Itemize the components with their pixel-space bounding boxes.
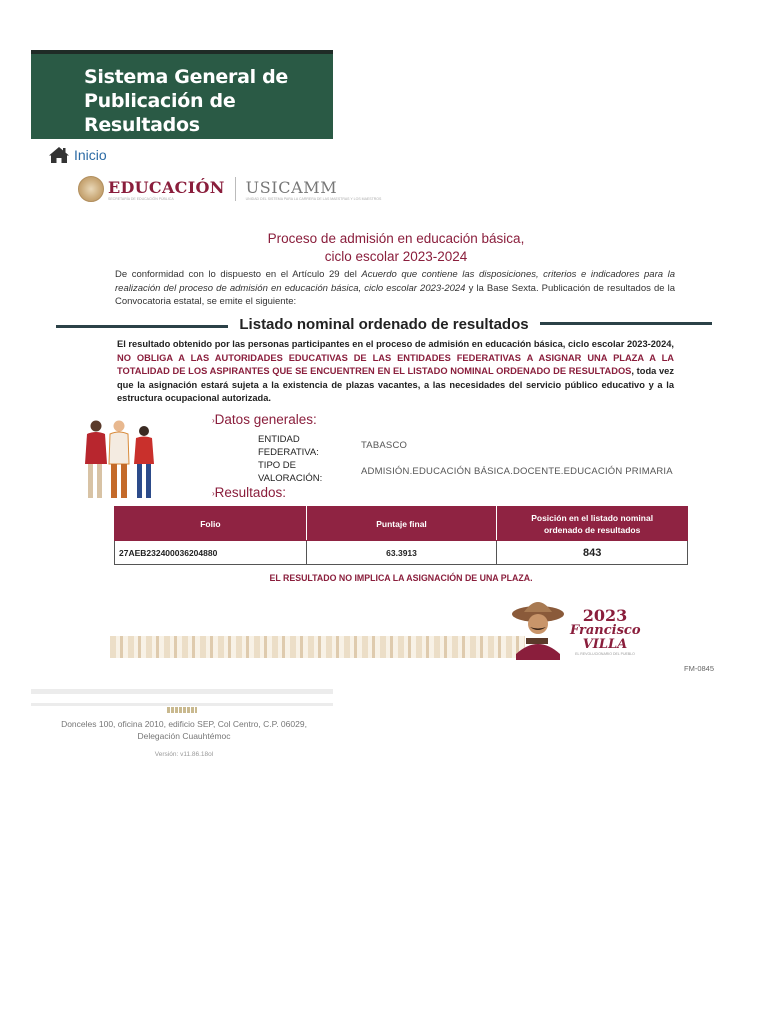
footer-separator [31, 703, 333, 706]
entidad-label: ENTIDAD FEDERATIVA: [258, 434, 319, 458]
resultados-label: Resultados: [214, 485, 286, 500]
no-implica-notice: EL RESULTADO NO IMPLICA LA ASIGNACIÓN DE UNA PLAZA. [269, 573, 533, 583]
seal-icon [78, 176, 104, 202]
villa-name-2: VILLA [582, 637, 628, 652]
logo-usicamm-subtext: UNIDAD DEL SISTEMA PARA LA CARRERA DE LAS MAESTRAS Y LOS MAESTROS [245, 196, 382, 201]
villa-year: 2023 [582, 606, 628, 625]
table-row [115, 541, 688, 565]
home-link[interactable] [48, 146, 107, 164]
tipo-valoracion-label: TIPO DE VALORACIÓN: [258, 460, 323, 484]
people-illustration-icon [82, 418, 160, 502]
intro-text-2: y la Base Sexta. Publicación de resultados de la Convocatoria estatal, se emite el siguiente: [115, 282, 675, 307]
column-header-puntaje: Puntaje final [306, 507, 497, 541]
footer-logo-icon [167, 707, 197, 713]
francisco-villa-logo [570, 608, 640, 656]
entidad-value: TABASCO [361, 440, 408, 451]
datos-generales-label: Datos generales: [214, 412, 317, 427]
logo-educacion [78, 176, 225, 202]
bullet-arrow-icon: › [212, 415, 215, 425]
app-header [31, 54, 333, 139]
column-header-folio: Folio [115, 507, 307, 541]
heading-rule-right [540, 322, 712, 325]
table-header-row [115, 507, 688, 541]
listado-title: Listado nominal ordenado de resultados [239, 316, 529, 333]
footer-address: Donceles 100, oficina 2010, edificio SEP, Col Centro, C.P. 06029, Delegación Cuauhtémoc [61, 719, 307, 741]
process-title [200, 230, 592, 266]
intro-agreement-title: Acuerdo que contiene las disposiciones, criterios e indicadores para la realización del proceso de admisión en educación básica, ciclo escolar 2023-2024 [115, 269, 675, 294]
posicion-cell: 843 [497, 541, 688, 565]
app-title-line-1: Sistema General de [84, 66, 289, 88]
home-icon [48, 146, 70, 164]
form-code: FM-0845 [684, 664, 715, 673]
app-title-line-3: Resultados [84, 114, 200, 136]
decorative-banner [110, 636, 525, 658]
footer-version: Versión: v11.86.18ol [154, 751, 214, 758]
process-title-line-1: Proceso de admisión en educación básica, [267, 231, 525, 246]
logo-usicamm [246, 178, 382, 201]
villa-name-1: Francisco [570, 623, 641, 638]
notice-text-1: El resultado obtenido por las personas participantes en el proceso de admisión en educación básica, ciclo escolar 2023-2024, [117, 339, 674, 349]
app-title-line-2: Publicación de [84, 90, 236, 112]
footer-separator [31, 689, 333, 694]
notice-warning: NO OBLIGA A LAS AUTORIDADES EDUCATIVAS DE LAS ENTIDADES FEDERATIVAS A ASIGNAR UNA PLAZA A LA TOTALIDAD DE LOS ASPIRANTES QUE SE ENCUENTREN EN EL LISTADO NOMINAL ORDENADO DE RESULTADOS [117, 352, 674, 376]
bullet-arrow-icon: › [212, 488, 215, 498]
intro-text-1: De conformidad con lo dispuesto en el Artículo 29 del [115, 269, 362, 280]
francisco-villa-portrait-icon [508, 594, 574, 660]
logo-educacion-text: EDUCACIÓN [108, 177, 225, 197]
resultados-heading [212, 485, 286, 500]
column-header-posicion: Posición en el listado nominal ordenado de resultados [497, 507, 688, 541]
tipo-valoracion-value: ADMISIÓN.EDUCACIÓN BÁSICA.DOCENTE.EDUCACIÓN PRIMARIA [361, 466, 673, 477]
villa-subtext: EL REVOLUCIONARIO DEL PUEBLO [575, 652, 635, 656]
logo-educacion-subtext: SECRETARÍA DE EDUCACIÓN PÚBLICA [108, 196, 174, 201]
folio-cell: 27AEB232400036204880 [115, 541, 307, 565]
intro-paragraph [115, 268, 675, 309]
results-table [114, 506, 688, 565]
home-link-label[interactable]: Inicio [74, 147, 107, 163]
logo-divider [235, 177, 236, 201]
datos-generales-heading [212, 412, 317, 427]
notice-text-2: , toda vez que la asignación estará sujeta a la existencia de plazas vacantes, a las necesidades del servicio público educativo y a la estructura ocupacional autorizada. [117, 366, 674, 403]
heading-rule-left [56, 325, 228, 328]
process-title-line-2: ciclo escolar 2023-2024 [324, 249, 468, 264]
listado-heading [56, 315, 712, 337]
notice-paragraph [117, 338, 674, 406]
logo-usicamm-text: USICAMM [245, 177, 338, 197]
puntaje-cell: 63.3913 [306, 541, 497, 565]
institution-logos [78, 176, 381, 202]
